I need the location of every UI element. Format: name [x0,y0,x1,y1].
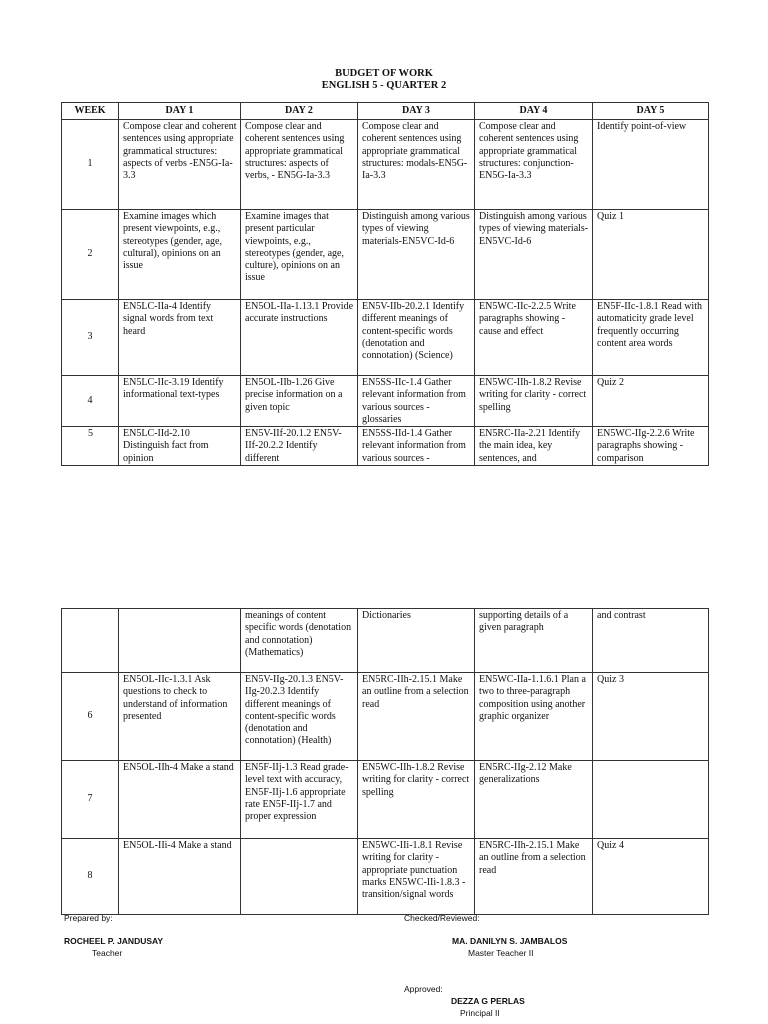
day-4-cell: supporting details of a given paragraph [475,609,593,673]
day-2-cell: meanings of content specific words (denotation and connotation) (Mathematics) [241,609,358,673]
checked-by-label: Checked/Reviewed: [404,913,480,923]
column-header-day-1: DAY 1 [119,103,241,120]
column-header-day-2: DAY 2 [241,103,358,120]
day-3-cell: EN5V-IIb-20.2.1 Identify different meanings of content-specific words (denotation and connotation) (Science) [358,300,475,376]
day-1-cell: Compose clear and coherent sentences using appropriate grammatical structures: aspects of verbs -EN5G-Ia-3.3 [119,120,241,210]
day-3-cell: EN5SS-IId-1.4 Gather relevant information from various sources - [358,427,475,466]
document-title: BUDGET OF WORK [335,68,433,79]
week-cell: 6 [62,673,119,761]
day-1-cell: EN5LC-IIa-4 Identify signal words from text heard [119,300,241,376]
table-row [62,427,709,466]
table-row [62,673,709,761]
day-4-cell: EN5WC-IIh-1.8.2 Revise writing for clarity - correct spelling [475,376,593,427]
day-3-cell: EN5SS-IIc-1.4 Gather relevant information from various sources - glossaries [358,376,475,427]
day-3-cell: EN5RC-IIh-2.15.1 Make an outline from a selection read [358,673,475,761]
week-cell: 7 [62,761,119,839]
day-5-cell [593,761,709,839]
budget-table-page-2 [61,608,709,915]
table-row [62,376,709,427]
week-cell: 5 [62,427,119,466]
day-1-cell: Examine images which present viewpoints, e.g., stereotypes (gender, age, cultural), opinions on an issue [119,210,241,300]
day-3-cell: EN5WC-IIh-1.8.2 Revise writing for clarity - correct spelling [358,761,475,839]
day-5-cell: Quiz 1 [593,210,709,300]
day-4-cell: EN5RC-IIh-2.15.1 Make an outline from a selection read [475,839,593,915]
day-1-cell: EN5OL-IIh-4 Make a stand [119,761,241,839]
day-2-cell: EN5V-IIf-20.1.2 EN5V-IIf-20.2.2 Identify different [241,427,358,466]
day-4-cell: Distinguish among various types of viewing materials-EN5VC-Id-6 [475,210,593,300]
day-5-cell: and contrast [593,609,709,673]
week-cell: 3 [62,300,119,376]
day-2-cell: EN5V-IIg-20.1.3 EN5V-IIg-20.2.3 Identify different meanings of content-specific words (denotation and connotation) (Health) [241,673,358,761]
week-cell [62,609,119,673]
column-header-week: WEEK [62,103,119,120]
day-2-cell: EN5OL-IIb-1.26 Give precise information on a given topic [241,376,358,427]
day-1-cell: EN5OL-IIi-4 Make a stand [119,839,241,915]
day-1-cell: EN5OL-IIc-1.3.1 Ask questions to check to understand of information presented [119,673,241,761]
table-row [62,300,709,376]
table-row [62,120,709,210]
day-5-cell: EN5F-IIc-1.8.1 Read with automaticity grade level frequently occurring content area words [593,300,709,376]
day-3-cell: Distinguish among various types of viewing materials-EN5VC-Id-6 [358,210,475,300]
table-row [62,609,709,673]
week-cell: 4 [62,376,119,427]
approved-by-name: DEZZA G PERLAS [451,996,525,1006]
week-cell: 2 [62,210,119,300]
prepared-by-role: Teacher [92,948,123,958]
day-2-cell: Compose clear and coherent sentences using appropriate grammatical structures: aspects of verbs, - EN5G-Ia-3.3 [241,120,358,210]
column-header-day-5: DAY 5 [593,103,709,120]
day-4-cell: EN5WC-IIc-2.2.5 Write paragraphs showing - cause and effect [475,300,593,376]
checked-by-name: MA. DANILYN S. JAMBALOS [452,936,568,946]
table-header-row [62,103,709,120]
day-3-cell: Compose clear and coherent sentences using appropriate grammatical structures: modals-EN5G-Ia-3.3 [358,120,475,210]
day-4-cell: EN5RC-IIg-2.12 Make generalizations [475,761,593,839]
checked-by-role: Master Teacher II [468,948,534,958]
prepared-by-name: ROCHEEL P. JANDUSAY [64,936,164,946]
day-4-cell: Compose clear and coherent sentences using appropriate grammatical structures: conjunction-EN5G-Ia-3.3 [475,120,593,210]
day-5-cell: Quiz 2 [593,376,709,427]
table-row [62,839,709,915]
day-5-cell: Identify point-of-view [593,120,709,210]
day-3-cell: Dictionaries [358,609,475,673]
day-2-cell [241,839,358,915]
day-5-cell: Quiz 4 [593,839,709,915]
day-1-cell [119,609,241,673]
day-2-cell: EN5OL-IIa-1.13.1 Provide accurate instructions [241,300,358,376]
table-row [62,761,709,839]
column-header-day-3: DAY 3 [358,103,475,120]
column-header-day-4: DAY 4 [475,103,593,120]
approved-by-role: Principal II [460,1008,500,1018]
week-cell: 1 [62,120,119,210]
day-1-cell: EN5LC-IId-2.10 Distinguish fact from opinion [119,427,241,466]
approved-by-label: Approved: [404,984,443,994]
day-3-cell: EN5WC-IIi-1.8.1 Revise writing for clarity - appropriate punctuation marks EN5WC-IIi-1.8.3 - transition/signal words [358,839,475,915]
table-row [62,210,709,300]
document-subtitle: ENGLISH 5 - QUARTER 2 [321,80,447,91]
budget-table-page-1 [61,102,709,466]
day-2-cell: EN5F-IIj-1.3 Read grade-level text with accuracy, EN5F-IIj-1.6 appropriate rate EN5F-IIj-1.7 and proper expression [241,761,358,839]
day-5-cell: EN5WC-IIg-2.2.6 Write paragraphs showing -comparison [593,427,709,466]
day-4-cell: EN5WC-IIa-1.1.6.1 Plan a two to three-paragraph composition using another graphic organizer [475,673,593,761]
day-5-cell: Quiz 3 [593,673,709,761]
day-2-cell: Examine images that present particular viewpoints, e.g., stereotypes (gender, age, culture), opinions on an issue [241,210,358,300]
prepared-by-label: Prepared by: [64,913,113,923]
day-4-cell: EN5RC-IIa-2.21 Identify the main idea, key sentences, and [475,427,593,466]
day-1-cell: EN5LC-IIc-3.19 Identify informational text-types [119,376,241,427]
week-cell: 8 [62,839,119,915]
